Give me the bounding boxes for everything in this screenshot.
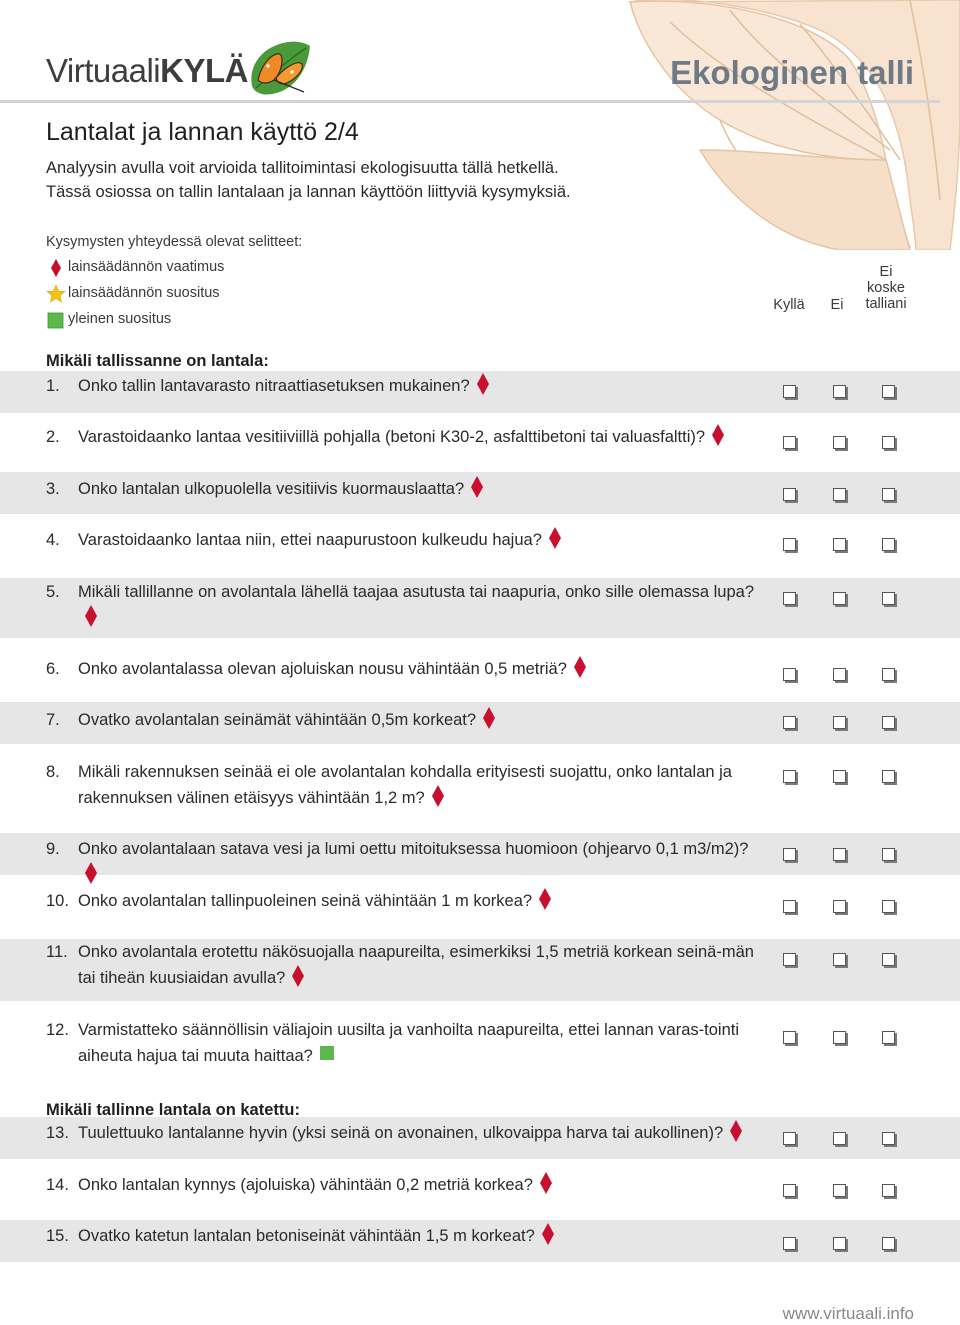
answer-no-checkbox[interactable] — [833, 953, 846, 966]
answer-no-checkbox[interactable] — [833, 488, 846, 501]
answer-no-checkbox[interactable] — [833, 385, 846, 398]
question-label: Tuulettuuko lantalanne hyvin (yksi seinä on avonainen, ulkovaippa harva tai aukollinen)? — [78, 1124, 724, 1142]
question-label: Varastoidaanko lantaa niin, ettei naapurustoon kulkeudu hajua? — [78, 531, 542, 549]
answer-no-checkbox[interactable] — [833, 668, 846, 681]
question-label: Onko avolantalassa olevan ajoluiskan nousu vähintään 0,5 metriä? — [78, 660, 567, 678]
answer-no-checkbox[interactable] — [833, 1031, 846, 1044]
question-text — [78, 1017, 758, 1069]
question-label: Onko lantalan kynnys (ajoluiska) vähintään 0,2 metriä korkea? — [78, 1176, 533, 1194]
answer-yes-checkbox[interactable] — [783, 953, 796, 966]
question-number: 15. — [46, 1227, 69, 1245]
answer-not-applicable-checkbox[interactable] — [882, 1237, 895, 1250]
answer-not-applicable-checkbox[interactable] — [882, 848, 895, 861]
question-label: Onko tallin lantavarasto nitraattiasetuksen mukainen? — [78, 377, 470, 395]
answer-yes-checkbox[interactable] — [783, 436, 796, 449]
question-number: 9. — [46, 840, 60, 858]
answer-no-checkbox[interactable] — [833, 436, 846, 449]
answer-no-checkbox[interactable] — [833, 592, 846, 605]
answer-no-checkbox[interactable] — [833, 848, 846, 861]
question-label: Mikäli rakennuksen seinää ei ole avolantalan kohdalla erityisesti suojattu, onko lantalan ja rakennuksen välinen etäisyys vähintään 1,2 m? — [78, 763, 732, 807]
question-text — [78, 579, 758, 631]
answer-no-checkbox[interactable] — [833, 770, 846, 783]
page-title: Lantalat ja lannan käyttö 2/4 — [46, 118, 359, 146]
question-label: Varastoidaanko lantaa vesitiiviillä pohjalla (betoni K30-2, asfalttibetoni tai valuasfaltti)? — [78, 428, 706, 446]
legend-label: yleinen suositus — [68, 311, 172, 327]
red-diamond-icon — [539, 1172, 553, 1194]
answer-no-checkbox[interactable] — [833, 1184, 846, 1197]
question-number: 6. — [46, 660, 60, 678]
question-number: 1. — [46, 377, 60, 395]
question-text — [78, 939, 758, 991]
answer-not-applicable-checkbox[interactable] — [882, 900, 895, 913]
question-label: Onko avolantalaan satava vesi ja lumi oettu mitoituksessa huomioon (ohjearvo 0,1 m3/m2)? — [78, 840, 749, 858]
red-diamond-icon — [711, 424, 725, 446]
answer-no-checkbox[interactable] — [833, 1132, 846, 1145]
column-header-no: Ei — [830, 297, 844, 313]
question-label: Ovatko katetun lantalan betoniseinät vähintään 1,5 m korkeat? — [78, 1227, 535, 1245]
question-text — [78, 527, 758, 553]
answer-not-applicable-checkbox[interactable] — [882, 668, 895, 681]
logo-regular-text: Virtuaali — [46, 52, 161, 89]
red-diamond-icon — [729, 1120, 743, 1142]
question-number: 4. — [46, 531, 60, 549]
answer-not-applicable-checkbox[interactable] — [882, 716, 895, 729]
column-header-yes: Kyllä — [773, 297, 805, 313]
question-text — [78, 1120, 758, 1146]
red-diamond-icon — [470, 476, 484, 498]
question-number: 3. — [46, 480, 60, 498]
na-line-1: Ei — [879, 264, 893, 280]
question-text — [78, 476, 758, 502]
answer-yes-checkbox[interactable] — [783, 1031, 796, 1044]
answer-yes-checkbox[interactable] — [783, 1184, 796, 1197]
answer-yes-checkbox[interactable] — [783, 848, 796, 861]
question-text — [78, 759, 758, 811]
red-diamond-icon — [84, 862, 98, 884]
answer-not-applicable-checkbox[interactable] — [882, 1031, 895, 1044]
answer-yes-checkbox[interactable] — [783, 1132, 796, 1145]
section-heading-covered-storage: Mikäli tallinne lantala on katettu: — [46, 1101, 300, 1119]
question-label: Onko avolantala erotettu näkösuojalla naapureilta, esimerkiksi 1,5 metriä korkean seinä-män tai tiheän kuusiaidan avulla? — [78, 943, 754, 987]
answer-no-checkbox[interactable] — [833, 900, 846, 913]
answer-not-applicable-checkbox[interactable] — [882, 953, 895, 966]
question-text — [78, 656, 758, 682]
answer-yes-checkbox[interactable] — [783, 900, 796, 913]
answer-yes-checkbox[interactable] — [783, 1237, 796, 1250]
red-diamond-icon — [476, 373, 490, 395]
question-number: 14. — [46, 1176, 69, 1194]
red-diamond-icon — [573, 656, 587, 678]
question-label: Onko avolantalan tallinpuoleinen seinä vähintään 1 m korkea? — [78, 892, 533, 910]
question-text — [78, 888, 758, 914]
question-label: Varmistatteko säännöllisin väliajoin uusilta ja vanhoilta naapureilta, ettei lannan varas-tointi aiheuta hajua tai muuta haittaa? — [78, 1021, 739, 1065]
question-number: 5. — [46, 583, 60, 601]
answer-yes-checkbox[interactable] — [783, 538, 796, 551]
question-text — [78, 707, 758, 733]
question-label: Mikäli tallillanne on avolantala lähellä taajaa asutusta tai naapuria, onko sille olemassa lupa? — [78, 583, 755, 601]
answer-no-checkbox[interactable] — [833, 538, 846, 551]
legend-label: lainsäädännön suositus — [68, 285, 220, 301]
answer-not-applicable-checkbox[interactable] — [882, 488, 895, 501]
answer-not-applicable-checkbox[interactable] — [882, 1184, 895, 1197]
question-number: 13. — [46, 1124, 69, 1142]
answer-not-applicable-checkbox[interactable] — [882, 1132, 895, 1145]
answer-not-applicable-checkbox[interactable] — [882, 538, 895, 551]
na-line-2: koske — [867, 280, 905, 296]
green-square-icon — [319, 1043, 335, 1065]
question-text — [78, 836, 758, 888]
red-diamond-icon — [291, 965, 305, 987]
question-number: 7. — [46, 711, 60, 729]
red-diamond-icon — [482, 707, 496, 729]
na-line-3: talliani — [865, 296, 907, 312]
answer-not-applicable-checkbox[interactable] — [882, 592, 895, 605]
question-number: 11. — [46, 943, 68, 961]
question-text — [78, 424, 758, 450]
answer-yes-checkbox[interactable] — [783, 592, 796, 605]
question-text — [78, 1172, 758, 1198]
question-number: 12. — [46, 1021, 69, 1039]
question-number: 2. — [46, 428, 60, 446]
answer-no-checkbox[interactable] — [833, 716, 846, 729]
answer-yes-checkbox[interactable] — [783, 385, 796, 398]
answer-yes-checkbox[interactable] — [783, 770, 796, 783]
question-text — [78, 373, 758, 399]
red-diamond-icon — [548, 527, 562, 549]
intro-line-1: Analyysin avulla voit arvioida tallitoimintasi ekologisuutta tällä hetkellä. — [46, 159, 559, 177]
answer-yes-checkbox[interactable] — [783, 668, 796, 681]
answer-not-applicable-checkbox[interactable] — [882, 436, 895, 449]
answer-no-checkbox[interactable] — [833, 1237, 846, 1250]
red-diamond-icon — [541, 1223, 555, 1245]
answer-not-applicable-checkbox[interactable] — [882, 770, 895, 783]
question-label: Onko lantalan ulkopuolella vesitiivis kuormauslaatta? — [78, 480, 465, 498]
question-number: 10. — [46, 892, 69, 910]
legend-label: lainsäädännön vaatimus — [68, 259, 225, 275]
logo-bold-text: KYLÄ — [160, 52, 248, 89]
section-heading-manure-storage: Mikäli tallissanne on lantala: — [46, 352, 269, 370]
red-diamond-icon — [431, 785, 445, 807]
footer-url[interactable]: www.virtuaali.info — [782, 1304, 914, 1323]
red-diamond-icon — [84, 605, 98, 627]
answer-yes-checkbox[interactable] — [783, 716, 796, 729]
red-diamond-icon — [538, 888, 552, 910]
answer-not-applicable-checkbox[interactable] — [882, 385, 895, 398]
question-label: Ovatko avolantalan seinämät vähintään 0,5m korkeat? — [78, 711, 477, 729]
question-text — [78, 1223, 758, 1249]
answer-yes-checkbox[interactable] — [783, 488, 796, 501]
intro-line-2: Tässä osiossa on tallin lantalaan ja lannan käyttöön liittyviä kysymyksiä. — [46, 183, 571, 201]
page-header-title: Ekologinen talli — [670, 54, 914, 91]
legend-heading: Kysymysten yhteydessä olevat selitteet: — [46, 234, 303, 250]
question-number: 8. — [46, 763, 60, 781]
